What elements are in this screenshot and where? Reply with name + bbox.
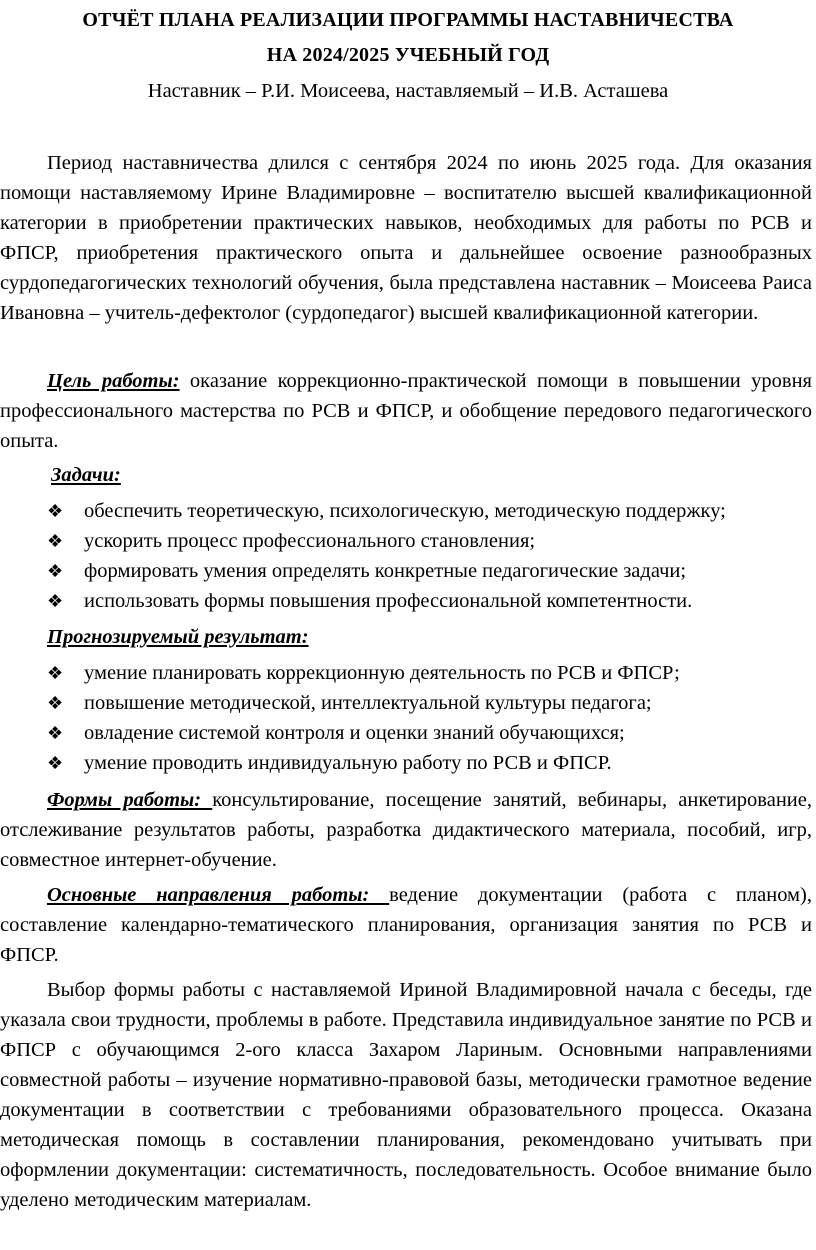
diamond-bullet-icon: ❖ bbox=[47, 663, 64, 683]
forms-text: консультирование, посещение занятий, вебинары, анкетирование, отслеживание результатов работы, разработка дидактического материала, пособий, игр, совместное интернет-обучение. bbox=[0, 789, 812, 871]
document-title-line1: ОТЧЁТ ПЛАНА РЕАЛИЗАЦИИ ПРОГРАММЫ НАСТАВНИЧЕСТВА bbox=[82, 9, 734, 31]
list-item: ❖ обеспечить теоретическую, психологическую, методическую поддержку; bbox=[0, 496, 816, 526]
list-item: ❖ повышение методической, интеллектуальной культуры педагога; bbox=[0, 688, 816, 718]
list-item: ❖ формировать умения определять конкретные педагогические задачи; bbox=[0, 556, 816, 586]
tasks-heading: Задачи: bbox=[51, 464, 121, 486]
diamond-bullet-icon: ❖ bbox=[47, 753, 64, 773]
goal-label: Цель работы: bbox=[47, 370, 180, 392]
list-item: ❖ ускорить процесс профессионального становления; bbox=[0, 526, 816, 556]
goal-text: оказание коррекционно-практической помощи в повышении уровня профессионального мастерства по РСВ и ФПСР, и обобщение передового педагогического опыта. bbox=[0, 370, 812, 452]
intro-paragraph: Период наставничества длился с сентября 2024 по июнь 2025 года. Для оказания помощи наставляемому Ирине Владимировне – воспитателю высшей квалификационной категории в приобретении практических навыков, необходимых для работы по РСВ и ФПСР, приобретения практического опыта и дальнейшее освоение разнообразных сурдопедагогических технологий обучения, была представлена наставник – Моисеева Раиса Ивановна – учитель-дефектолог (сурдопедагог) высшей квалификационной категории. bbox=[0, 152, 812, 324]
diamond-bullet-icon: ❖ bbox=[47, 561, 64, 581]
goal-paragraph bbox=[0, 366, 812, 456]
list-item: ❖ умение планировать коррекционную деятельность по РСВ и ФПСР; bbox=[0, 658, 816, 688]
tasks-list bbox=[0, 496, 816, 616]
diamond-bullet-icon: ❖ bbox=[47, 693, 64, 713]
list-item: ❖ использовать формы повышения профессиональной компетентности. bbox=[0, 586, 816, 616]
mentor-subtitle: Наставник – Р.И. Моисеева, наставляемый – И.В. Асташева bbox=[147, 80, 669, 102]
directions-paragraph bbox=[0, 880, 812, 970]
conclusion-paragraph: Выбор формы работы с наставляемой Ириной Владимировной начала с беседы, где указала свои трудности, проблемы в работе. Представила индивидуальное занятие по РСВ и ФПСР с обучающимся 2-ого класса Захаром Лариным. Основными направлениями совместной работы – изучение нормативно-правовой базы, методически грамотное ведение документации в соответствии с требованиями образовательного процесса. Оказана методическая помощь в составлении планирования, рекомендовано учитывать при оформлении документации: систематичность, последовательность. Особое внимание было уделено методическим материалам. bbox=[0, 979, 812, 1211]
results-list bbox=[0, 658, 816, 778]
list-item: ❖ умение проводить индивидуальную работу по РСВ и ФПСР. bbox=[0, 748, 816, 778]
forms-paragraph bbox=[0, 785, 812, 875]
diamond-bullet-icon: ❖ bbox=[47, 531, 64, 551]
results-heading: Прогнозируемый результат: bbox=[47, 626, 309, 648]
directions-text: ведение документации (работа с планом), составление календарно-тематического планирования, организация занятия по РСВ и ФПСР. bbox=[0, 884, 812, 966]
forms-label: Формы работы: bbox=[47, 789, 213, 811]
document-title-line2: НА 2024/2025 УЧЕБНЫЙ ГОД bbox=[266, 44, 550, 66]
list-item: ❖ овладение системой контроля и оценки знаний обучающихся; bbox=[0, 718, 816, 748]
diamond-bullet-icon: ❖ bbox=[47, 501, 64, 521]
directions-label: Основные направления работы: bbox=[47, 884, 390, 906]
diamond-bullet-icon: ❖ bbox=[47, 591, 64, 611]
diamond-bullet-icon: ❖ bbox=[47, 723, 64, 743]
